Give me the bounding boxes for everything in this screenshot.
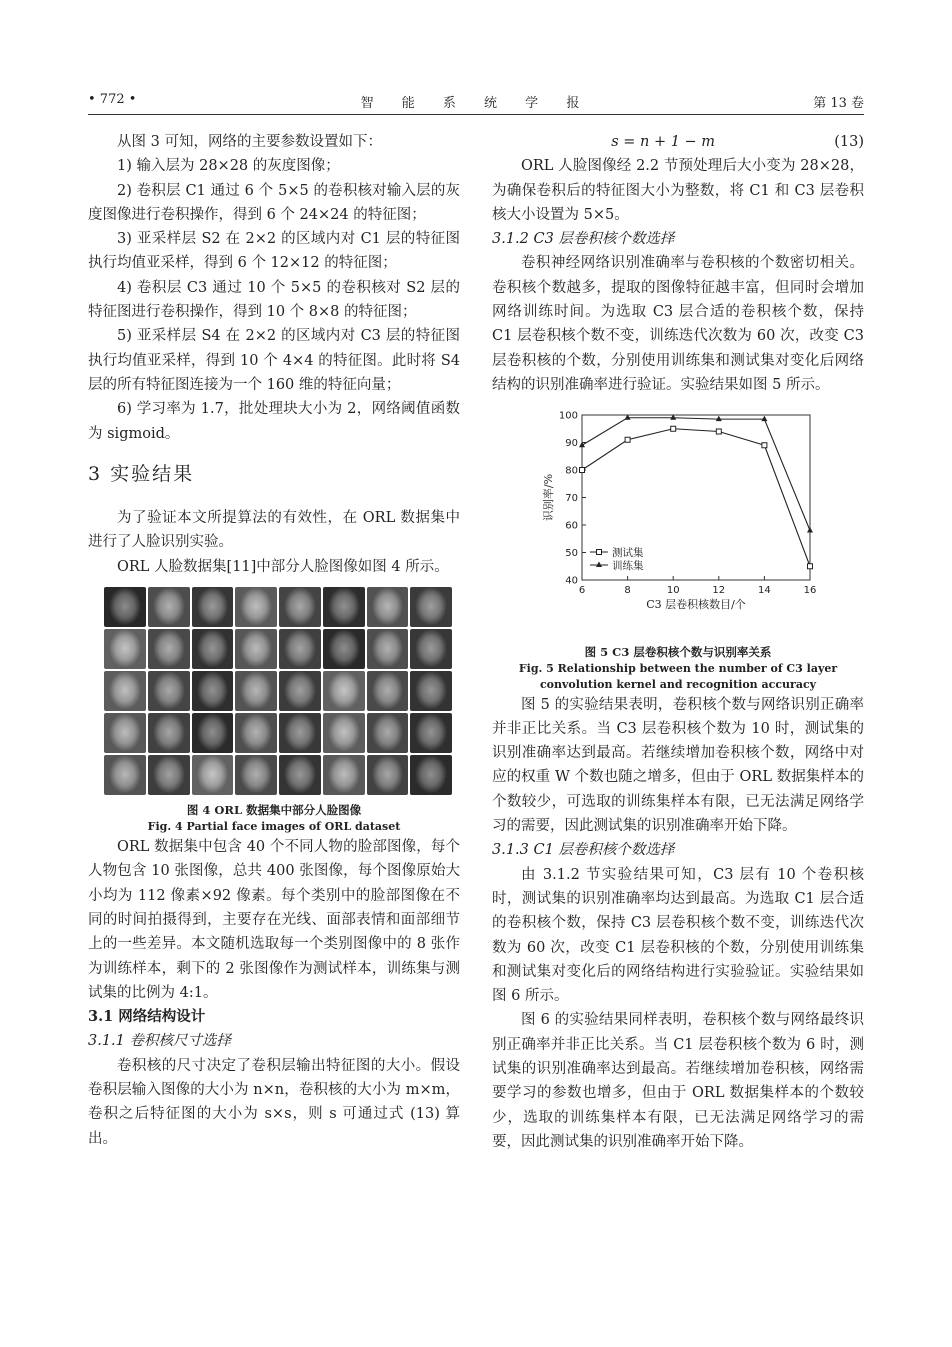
face-photo — [410, 587, 452, 627]
y-tick-label: 90 — [565, 438, 578, 450]
legend-label: 测试集 — [612, 547, 644, 560]
y-axis-label: 识别率/% — [542, 474, 555, 522]
param-item: 2) 卷积层 C1 通过 6 个 5×5 的卷积核对输入层的灰度图像进行卷积操作，得到 6 个 24×24 的特征图； — [88, 182, 460, 223]
y-tick-label: 80 — [565, 465, 578, 477]
param-item: 3) 亚采样层 S2 在 2×2 的区域内对 C1 层的特征图执行均值亚采样，得到 6 个 12×12 的特征图； — [88, 231, 460, 272]
face-photo — [235, 755, 277, 795]
journal-title: 智 能 系 统 学 报 — [360, 96, 592, 111]
data-point-test — [580, 468, 585, 473]
face-photo — [279, 755, 321, 795]
face-photo — [192, 713, 234, 753]
face-photo — [104, 587, 146, 627]
face-photo — [148, 755, 190, 795]
figure-4-caption-cn: 图 4 ORL 数据集中部分人脸图像 — [186, 803, 362, 818]
face-photo — [410, 629, 452, 669]
param-item: 1) 输入层为 28×28 的灰度图像； — [117, 158, 340, 175]
face-photo — [148, 713, 190, 753]
equation-13 — [492, 130, 864, 154]
face-photo — [148, 587, 190, 627]
param-item: 6) 学习率为 1.7，批处理块大小为 2，网络阈值函数为 sigmoid。 — [88, 401, 460, 442]
legend-marker-train — [596, 562, 602, 568]
face-photo — [279, 629, 321, 669]
x-tick-label: 8 — [624, 585, 631, 597]
page-header — [88, 88, 864, 110]
face-photo — [235, 671, 277, 711]
series-line-test — [582, 429, 810, 567]
face-photo — [279, 713, 321, 753]
face-photo — [367, 713, 409, 753]
legend-marker-test — [597, 550, 602, 555]
face-photo — [367, 629, 409, 669]
subsection-heading: 3.1 网络结构设计 — [88, 1008, 206, 1026]
data-point-test — [671, 427, 676, 432]
face-photo — [235, 587, 277, 627]
param-item: 5) 亚采样层 S4 在 2×2 的区域内对 C3 层的特征图执行均值亚采样，得到 10 个 4×4 的特征图。此时将 S4 层的所有特征图连接为一个 160 维的特征向量； — [88, 328, 460, 393]
body-paragraph: 卷积核的尺寸决定了卷积层输出特征图的大小。假设卷积层输入图像的大小为 n×n，卷积核的大小为 m×m，卷积之后特征图的大小为 s×s，则 s 可通过式 (13) 算出。 — [88, 1057, 460, 1147]
face-photo — [104, 713, 146, 753]
face-photo — [323, 629, 365, 669]
equation-text: s = n + 1 − m — [611, 134, 716, 150]
header-rule — [88, 114, 864, 115]
data-point-test — [716, 429, 721, 434]
y-tick-label: 100 — [558, 410, 578, 422]
face-photo — [367, 587, 409, 627]
data-point-train — [716, 416, 722, 422]
x-tick-label: 16 — [803, 585, 817, 597]
face-photo — [410, 713, 452, 753]
subsubsection-heading: 3.1.3 C1 层卷积核个数选择 — [492, 842, 675, 859]
data-point-test — [762, 443, 767, 448]
face-photo — [192, 587, 234, 627]
figure-5-caption-en: Fig. 5 Relationship between the number of C3 layer convolution kernel and recognition accuracy — [518, 661, 838, 691]
face-photo — [235, 713, 277, 753]
left-column — [88, 130, 460, 1151]
face-photo — [410, 755, 452, 795]
face-photo — [192, 629, 234, 669]
y-tick-label: 40 — [565, 575, 578, 587]
equation-number: (13) — [834, 134, 864, 150]
y-tick-label: 60 — [565, 520, 578, 532]
figure-5-chart — [492, 405, 864, 638]
face-photo — [279, 587, 321, 627]
x-tick-label: 6 — [578, 585, 586, 597]
face-photo — [367, 671, 409, 711]
volume-label: 第 13 卷 — [813, 96, 864, 111]
face-photo — [323, 755, 365, 795]
body-paragraph: ORL 数据集中包含 40 个不同人物的脸部图像，每个人物包含 10 张图像，总共 400 张图像，每个图像原始大小均为 112 像素×92 像素。每个类别中的脸部图像在不同的时间拍摄得到，主要存在光线、面部表情和面部细节上的一些差异。本文随机选取每一个类别图像中的 8 张作为训练样本，剩下的 2 张图像作为测试样本，训练集与测试集的比例为 4:1。 — [88, 839, 460, 1001]
legend-label: 训练集 — [612, 560, 644, 573]
body-paragraph: ORL 人脸数据集[11]中部分人脸图像如图 4 所示。 — [117, 558, 449, 575]
line-chart — [492, 405, 864, 630]
y-tick-label: 50 — [565, 548, 578, 560]
x-tick-label: 10 — [666, 585, 680, 597]
body-paragraph: 卷积神经网络识别准确率与卷积核的个数密切相关。卷积核个数越多，提取的图像特征越丰富，但同时会增加网络训练时间。为选取 C3 层合适的卷积核个数，保持 C1 层卷积核个数不变，训练迭代次数为 60 次，改变 C3 层卷积核的个数，分别使用训练集和测试集对变化后网络结构的识别准确率进行验证。实验结果如图 5 所示。 — [492, 255, 864, 393]
figure-4-caption-en: Fig. 4 Partial face images of ORL dataset — [147, 820, 401, 834]
face-photo — [367, 755, 409, 795]
data-point-test — [808, 564, 813, 569]
section-heading: 3 实验结果 — [88, 462, 195, 485]
intro-paragraph: 从图 3 可知，网络的主要参数设置如下： — [117, 134, 382, 150]
face-photo — [104, 629, 146, 669]
x-axis-label: C3 层卷积核数目/个 — [646, 598, 746, 612]
face-image-grid — [104, 587, 452, 795]
data-point-train — [807, 527, 813, 533]
subsubsection-heading: 3.1.2 C3 层卷积核个数选择 — [492, 231, 675, 248]
face-photo — [104, 755, 146, 795]
face-photo — [323, 671, 365, 711]
figure-5-caption-cn: 图 5 C3 层卷积核个数与识别率关系 — [584, 644, 772, 659]
param-item: 4) 卷积层 C3 通过 10 个 5×5 的卷积核对 S2 层的特征图进行卷积操作，得到 10 个 8×8 的特征图； — [88, 279, 460, 321]
face-photo — [235, 629, 277, 669]
face-photo — [410, 671, 452, 711]
subsubsection-heading: 3.1.1 卷积核尺寸选择 — [88, 1033, 232, 1050]
body-paragraph: 由 3.1.2 节实验结果可知，C3 层有 10 个卷积核时，测试集的识别准确率均达到最高。为选取 C1 层合适的卷积核个数，保持 C3 层卷积核个数不变，训练迭代次数为 60 次，改变 C1 层卷积核的个数，分别使用训练集和测试集对变化后的网络结构进行实验验证。实验结果如图 6 所示。 — [492, 866, 864, 1005]
y-tick-label: 70 — [565, 493, 578, 505]
body-paragraph: 图 6 的实验结果同样表明，卷积核个数与网络最终识别正确率并非正比关系。当 C1 层卷积核个数为 6 时，测试集的识别准确率达到最高。若继续增加卷积核，网络需要学习的参数也增多，但由于 ORL 数据集样本的个数较少，选取的训练集样本有限，已无法满足网络学习的需要，因此测试集的识别准确率开始下降。 — [492, 1012, 864, 1150]
body-paragraph: ORL 人脸图像经 2.2 节预处理后大小变为 28×28，为确保卷积后的特征图大小为整数，将 C1 和 C3 层卷积核大小设置为 5×5。 — [492, 158, 864, 223]
face-photo — [104, 671, 146, 711]
body-paragraph: 为了验证本文所提算法的有效性，在 ORL 数据集中进行了人脸识别实验。 — [88, 510, 460, 551]
page-number: • 772 • — [88, 92, 137, 107]
x-tick-label: 14 — [758, 585, 771, 597]
face-photo — [323, 587, 365, 627]
face-photo — [192, 671, 234, 711]
x-tick-label: 12 — [712, 585, 726, 597]
face-photo — [148, 629, 190, 669]
data-point-train — [761, 416, 767, 422]
face-photo — [323, 713, 365, 753]
data-point-test — [625, 438, 630, 443]
body-paragraph: 图 5 的实验结果表明，卷积核个数与网络识别正确率并非正比关系。当 C3 层卷积核个数为 10 时，测试集的识别准确率达到最高。若继续增加卷积核个数，网络中对应的权重 W 个数也随之增多，但由于 ORL 数据集样本的个数较少，可选取的训练集样本有限，已无法满足网络学习的需要，因此测试集的识别准确率开始下降。 — [492, 696, 864, 835]
face-photo — [192, 755, 234, 795]
face-photo — [279, 671, 321, 711]
face-photo — [148, 671, 190, 711]
right-column — [492, 130, 864, 1154]
